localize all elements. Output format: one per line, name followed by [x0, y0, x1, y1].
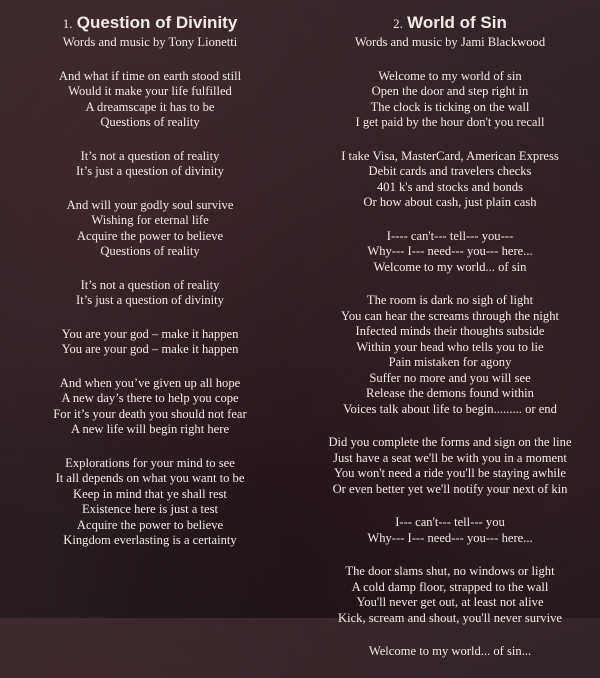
lyric-line: You can hear the screams through the night [340, 308, 559, 323]
stanza [300, 229, 600, 276]
lyric-line: It all depends on what you want to be [55, 471, 245, 485]
lyric-line: And when you’ve given up all hope [59, 375, 241, 390]
lyric-line: Keep in mind that ye shall rest [73, 486, 227, 501]
stanza [300, 69, 600, 131]
stanza [0, 456, 300, 549]
lyric-line: The room is dark no sigh of light [366, 293, 534, 307]
lyric-line: Kick, scream and shout, you'll never survive [337, 610, 562, 625]
lyric-line: Wishing for eternal life [91, 213, 209, 227]
lyric-line: Suffer no more and you will see [369, 370, 531, 385]
lyric-line: I---- can't--- tell--- you--- [386, 228, 514, 243]
song-1-column [0, 12, 300, 567]
lyric-line: Questions of reality [100, 244, 200, 258]
stanza [300, 644, 600, 660]
lyric-line: Welcome to my world of sin [378, 68, 522, 83]
lyric-line: Release the demons found within [366, 386, 534, 400]
lyric-line: Would it make your life fulfilled [68, 84, 232, 98]
lyric-line: It’s just a question of divinity [76, 164, 224, 178]
lyric-line: A cold damp floor, strapped to the wall [351, 579, 549, 594]
lyric-line: A new day’s there to help you cope [61, 391, 239, 405]
lyric-line: Acquire the power to believe [76, 228, 224, 243]
lyric-line: You are your god – make it happen [61, 326, 239, 341]
lyric-line: You are your god – make it happen [61, 342, 239, 356]
stanza [300, 564, 600, 626]
lyric-line: You won't need a ride you'll be staying awhile [333, 466, 566, 480]
lyric-line: For it’s your death you should not fear [53, 406, 247, 421]
song-1-lyrics [0, 69, 300, 549]
lyric-line: Why--- I--- need--- you--- here... [367, 530, 533, 545]
lyric-line: The clock is ticking on the wall [370, 99, 530, 114]
lyric-line: Voices talk about life to begin......... or end [343, 401, 557, 416]
lyric-line: Infected minds their thoughts subside [355, 324, 545, 338]
song-2-credit: Words and music by Jami Blackwood [354, 35, 546, 49]
lyric-line: Why--- I--- need--- you--- here... [367, 244, 533, 258]
stanza [0, 327, 300, 358]
lyric-line: Existence here is just a test [81, 502, 219, 516]
lyric-line: Or how about cash, just plain cash [363, 195, 537, 209]
song-1-title: Question of Divinity [76, 13, 238, 32]
lyric-line: I take Visa, MasterCard, American Express [341, 148, 559, 163]
lyric-line: Questions of reality [100, 115, 200, 129]
lyric-line: Did you complete the forms and sign on the line [328, 435, 572, 449]
lyric-line: Kingdom everlasting is a certainty [63, 533, 237, 547]
lyric-line: It’s just a question of divinity [76, 293, 224, 307]
lyric-line: Explorations for your mind to see [65, 455, 235, 470]
stanza [300, 293, 600, 417]
stanza [300, 435, 600, 497]
lyric-line: Open the door and step right in [371, 84, 529, 98]
lyric-line: And what if time on earth stood still [58, 68, 242, 83]
stanza [0, 198, 300, 260]
stanza [300, 149, 600, 211]
song-2-title: World of Sin [407, 13, 507, 32]
song-2-column [300, 12, 600, 678]
lyric-line: A new life will begin right here [70, 422, 230, 436]
song-2-lyrics [300, 69, 600, 660]
stanza [300, 515, 600, 546]
lyric-line: Or even better yet we'll notify your next of kin [332, 481, 568, 496]
song-1-heading [0, 12, 300, 35]
lyric-line: It’s not a question of reality [80, 277, 220, 292]
lyric-line: Within your head who tells you to lie [356, 339, 544, 354]
stanza [0, 69, 300, 131]
lyric-line: I--- can't--- tell--- you [395, 515, 505, 529]
lyric-line: Pain mistaken for agony [388, 355, 512, 369]
lyric-line: Welcome to my world... of sin... [368, 644, 532, 658]
lyric-line: A dreamscape it has to be [85, 99, 215, 114]
lyric-line: And will your godly soul survive [66, 197, 234, 212]
lyric-line: You'll never get out, at least not alive [356, 595, 544, 609]
song-2-heading [300, 12, 600, 35]
stanza [0, 376, 300, 438]
song-2-number: 2. [393, 16, 403, 31]
lyric-line: 401 k's and stocks and bonds [376, 179, 524, 194]
song-1-number: 1. [62, 16, 73, 31]
lyric-line: Acquire the power to believe [76, 517, 224, 532]
lyric-line: I get paid by the hour don't you recall [355, 115, 545, 129]
stanza [0, 278, 300, 309]
lyric-line: Welcome to my world... of sin [373, 259, 527, 274]
lyric-line: Debit cards and travelers checks [368, 164, 532, 178]
lyric-line: The door slams shut, no windows or light [345, 564, 555, 578]
song-1-credit: Words and music by Tony Lionetti [62, 35, 238, 49]
stanza [0, 149, 300, 180]
lyric-line: It’s not a question of reality [80, 148, 220, 163]
lyric-line: Just have a seat we'll be with you in a moment [333, 450, 567, 465]
